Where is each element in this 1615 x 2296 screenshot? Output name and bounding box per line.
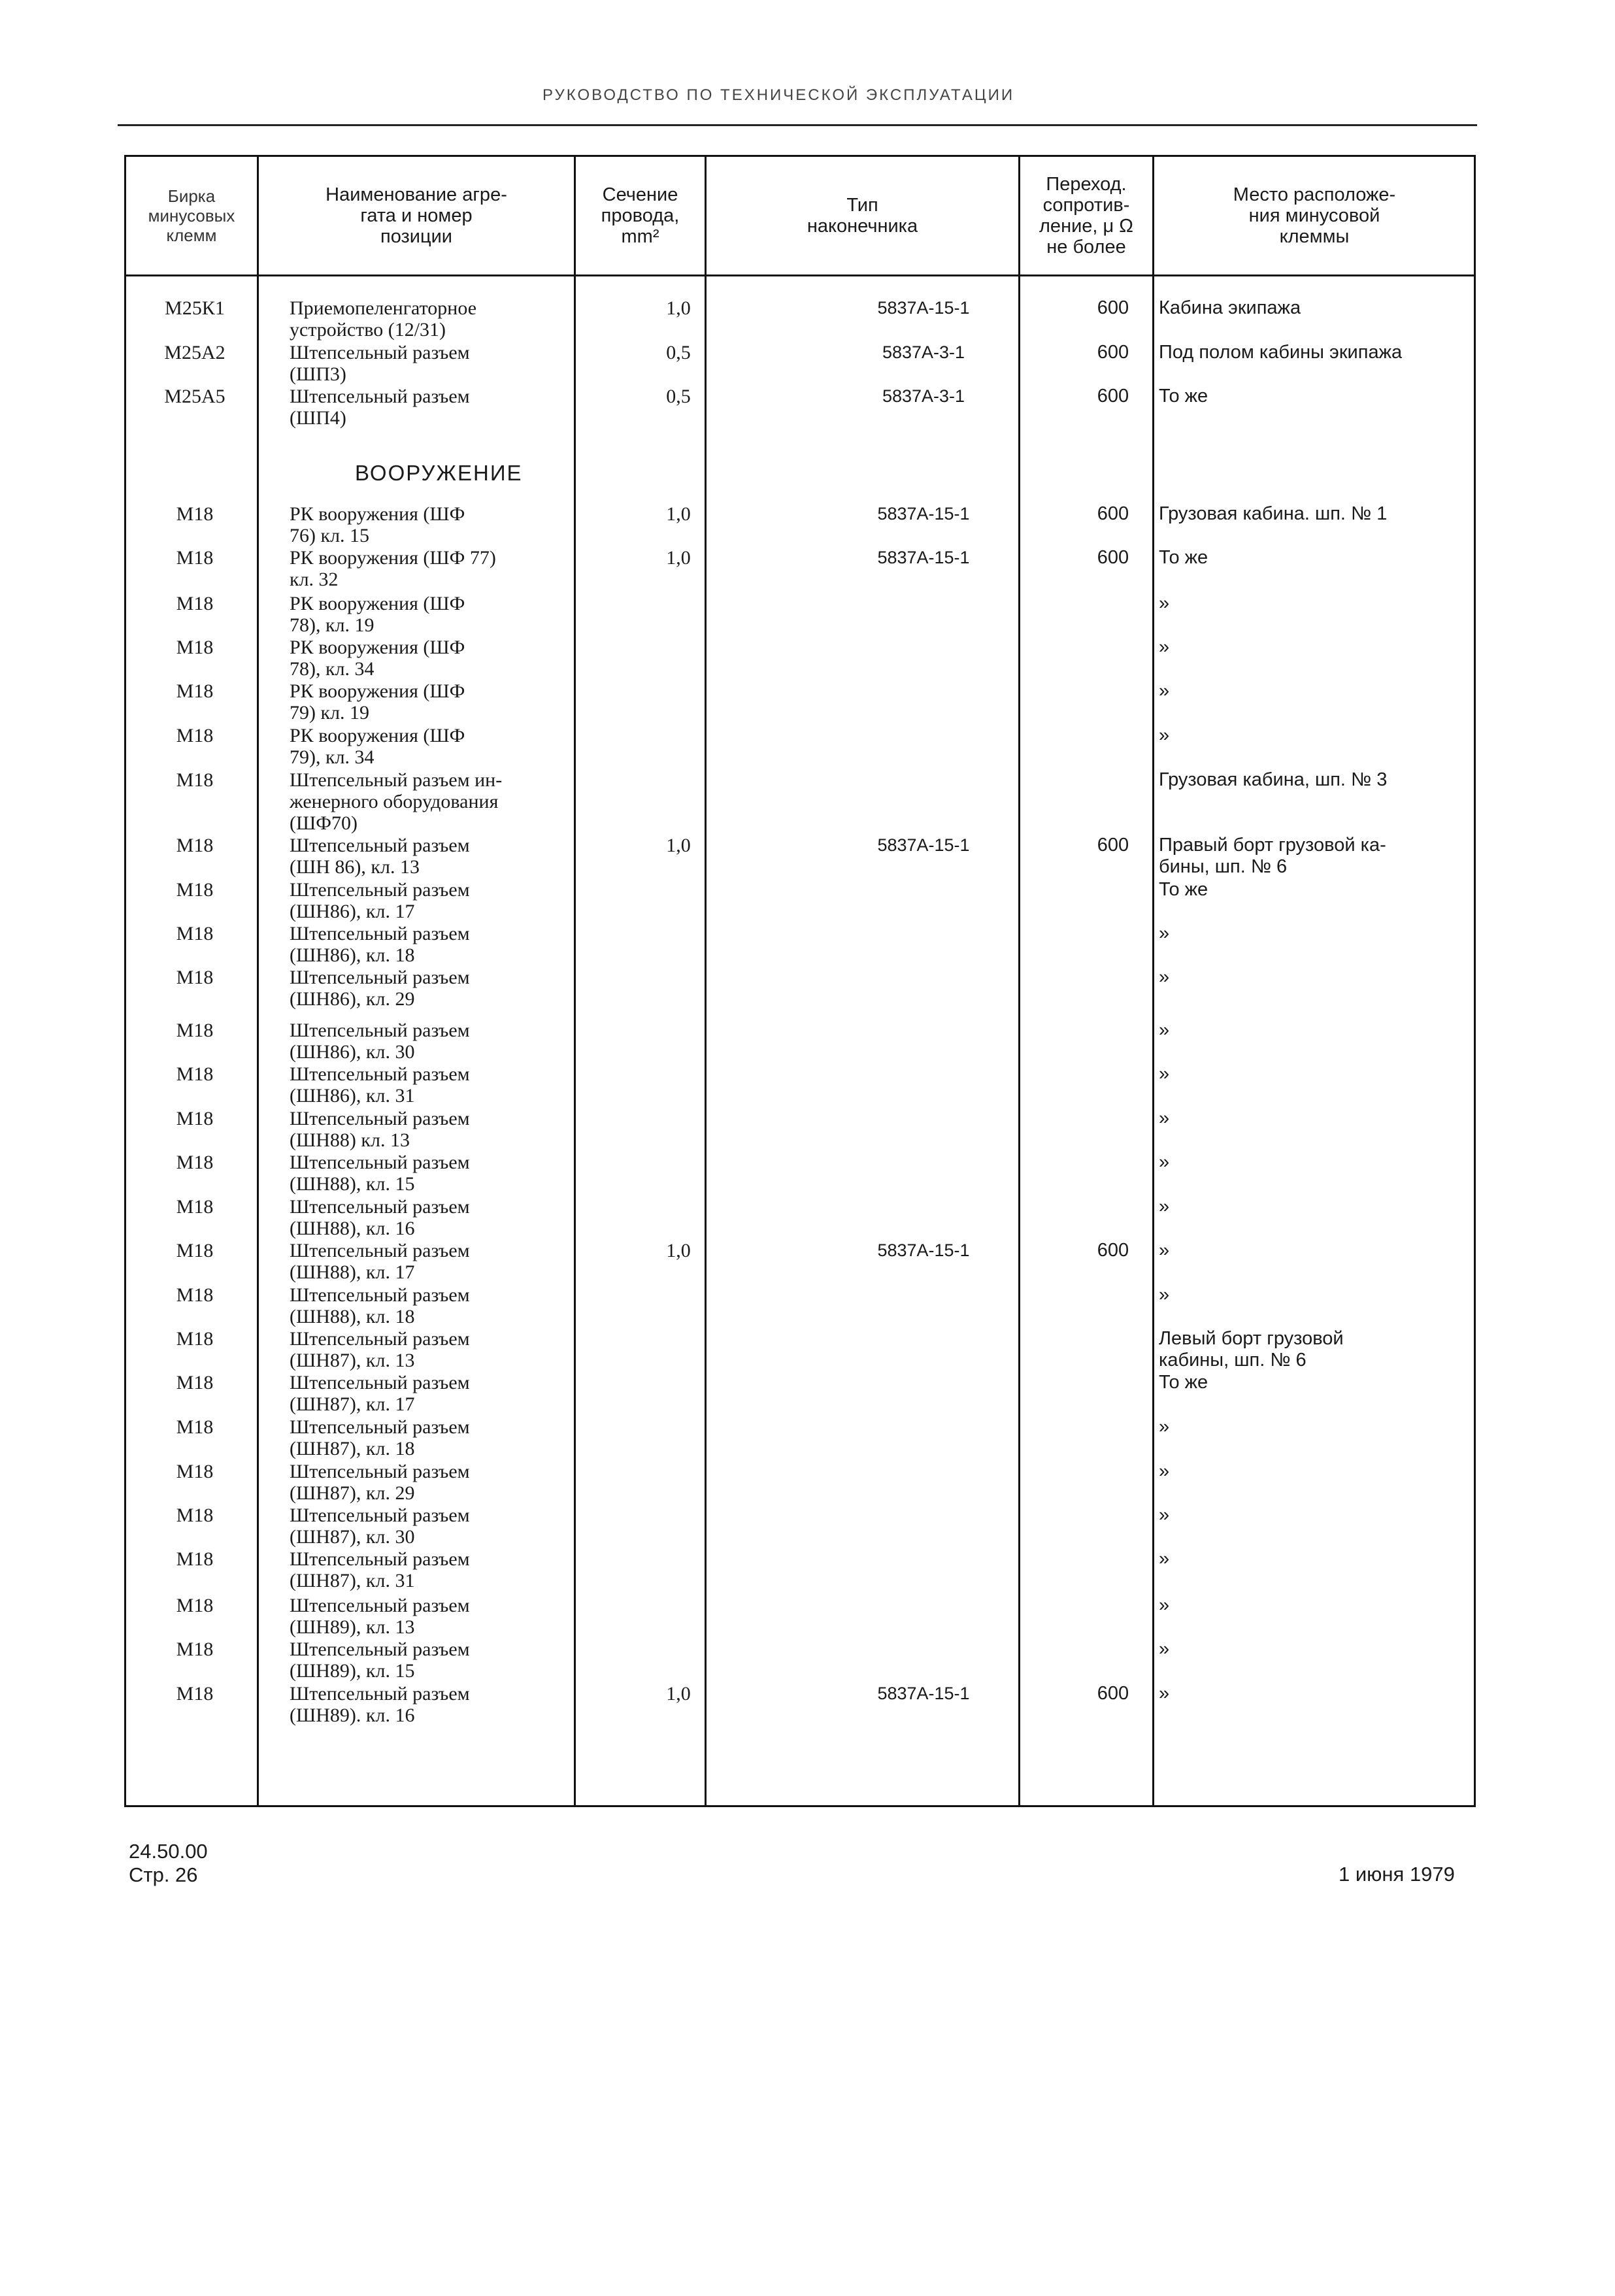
cell-location: » xyxy=(1159,1196,1170,1217)
header-divider xyxy=(126,275,1474,276)
cell-location: Грузовая кабина, шп. № 3 xyxy=(1159,769,1388,790)
cell-name: Штепсельный разъем (ШН88), кл. 15 xyxy=(290,1152,470,1195)
cell-tag: М18 xyxy=(176,637,214,658)
cell-name: РК вооружения (ШФ 79), кл. 34 xyxy=(290,725,465,768)
cell-tag: М18 xyxy=(176,725,214,746)
cell-type: 5837А-15-1 xyxy=(877,835,970,855)
cell-location: » xyxy=(1159,967,1170,988)
cell-tag: М18 xyxy=(176,1595,214,1616)
cell-name: Штепсельный разъем (ШН87), кл. 13 xyxy=(290,1328,470,1371)
cell-location: » xyxy=(1159,1240,1170,1261)
cell-section: 1,0 xyxy=(666,1683,691,1705)
cell-tag: М18 xyxy=(176,1683,214,1705)
cell-resistance: 600 xyxy=(1097,835,1129,856)
cell-section: 0,5 xyxy=(666,342,691,363)
cell-tag: М25А5 xyxy=(164,386,225,407)
cell-location: » xyxy=(1159,1595,1170,1616)
cell-name: Штепсельный разъем (ШН88) кл. 13 xyxy=(290,1108,470,1151)
cell-tag: М18 xyxy=(176,769,214,791)
cell-name: Штепсельный разъем (ШН87), кл. 17 xyxy=(290,1372,470,1415)
cell-name: Штепсельный разъем (ШН89). кл. 16 xyxy=(290,1683,470,1726)
header-type: Тип наконечника xyxy=(807,195,918,237)
header-resistance: Переход. сопротив- ление, μ Ω не более xyxy=(1039,174,1133,258)
cell-name: Штепсельный разъем ин- женерного оборудования (ШФ70) xyxy=(290,769,503,834)
header-location: Место расположе- ния минусовой клеммы xyxy=(1233,184,1396,247)
cell-tag: М18 xyxy=(176,923,214,944)
cell-location: » xyxy=(1159,637,1170,657)
cell-name: РК вооружения (ШФ 78), кл. 19 xyxy=(290,593,465,636)
cell-name: РК вооружения (ШФ 76) кл. 15 xyxy=(290,503,465,546)
cell-location: » xyxy=(1159,725,1170,746)
cell-section: 1,0 xyxy=(666,297,691,319)
cell-location: Левый борт грузовой кабины, шп. № 6 xyxy=(1159,1328,1344,1371)
cell-name: РК вооружения (ШФ 77) кл. 32 xyxy=(290,547,496,590)
cell-resistance: 600 xyxy=(1097,297,1129,318)
cell-tag: М18 xyxy=(176,1020,214,1041)
cell-tag: М18 xyxy=(176,680,214,702)
header-section: Сечение провода, mm² xyxy=(601,184,680,247)
cell-tag: М18 xyxy=(176,1328,214,1350)
cell-tag: М18 xyxy=(176,593,214,614)
cell-name: Штепсельный разъем (ШН86), кл. 17 xyxy=(290,879,470,922)
cell-tag: М18 xyxy=(176,1108,214,1129)
cell-name: Штепсельный разъем (ШН88), кл. 17 xyxy=(290,1240,470,1283)
cell-tag: М18 xyxy=(176,1372,214,1393)
column-divider xyxy=(257,157,259,1805)
cell-section: 0,5 xyxy=(666,386,691,407)
doc-number: 24.50.00 xyxy=(129,1840,208,1863)
cell-tag: М18 xyxy=(176,879,214,901)
cell-type: 5837А-3-1 xyxy=(882,386,965,406)
cell-tag: М25К1 xyxy=(165,297,225,319)
cell-tag: М18 xyxy=(176,1416,214,1438)
cell-location: » xyxy=(1159,680,1170,701)
cell-resistance: 600 xyxy=(1097,342,1129,363)
cell-location: » xyxy=(1159,1284,1170,1305)
cell-name: Штепсельный разъем (ШН87), кл. 29 xyxy=(290,1461,470,1504)
cell-location: » xyxy=(1159,1548,1170,1569)
cell-tag: М18 xyxy=(176,1152,214,1173)
cell-section: 1,0 xyxy=(666,835,691,856)
cell-tag: М18 xyxy=(176,835,214,856)
cell-tag: М18 xyxy=(176,547,214,569)
cell-location: Под полом кабины экипажа xyxy=(1159,342,1403,363)
cell-location: Кабина экипажа xyxy=(1159,297,1301,318)
cell-name: РК вооружения (ШФ 78), кл. 34 xyxy=(290,637,465,680)
footer-left xyxy=(129,1840,208,1887)
cell-resistance: 600 xyxy=(1097,386,1129,407)
header-tag: Бирка минусовых клемм xyxy=(148,186,235,245)
cell-name: Штепсельный разъем (ШН86), кл. 31 xyxy=(290,1063,470,1106)
cell-type: 5837А-15-1 xyxy=(877,298,970,318)
header-name: Наименование агре- гата и номер позиции xyxy=(325,184,507,247)
cell-tag: М18 xyxy=(176,1284,214,1306)
cell-tag: М18 xyxy=(176,1240,214,1261)
cell-type: 5837А-15-1 xyxy=(877,548,970,567)
cell-section: 1,0 xyxy=(666,547,691,569)
cell-name: Приемопеленгаторное устройство (12/31) xyxy=(290,297,477,341)
cell-location: » xyxy=(1159,1639,1170,1659)
cell-location: То же xyxy=(1159,547,1208,568)
cell-name: Штепсельный разъем (ШН86), кл. 29 xyxy=(290,967,470,1010)
cell-name: Штепсельный разъем (ШН87), кл. 30 xyxy=(290,1505,470,1548)
cell-tag: М18 xyxy=(176,1639,214,1660)
cell-resistance: 600 xyxy=(1097,503,1129,524)
cell-name: РК вооружения (ШФ 79) кл. 19 xyxy=(290,680,465,724)
cell-location: » xyxy=(1159,1416,1170,1437)
cell-name: Штепсельный разъем (ШН 86), кл. 13 xyxy=(290,835,470,878)
cell-location: » xyxy=(1159,1152,1170,1173)
cell-tag: М18 xyxy=(176,1505,214,1526)
wiring-table xyxy=(124,155,1476,1807)
header-rule xyxy=(118,124,1477,126)
cell-location: » xyxy=(1159,1063,1170,1084)
cell-tag: М18 xyxy=(176,967,214,988)
cell-name: Штепсельный разъем (ШН88), кл. 16 xyxy=(290,1196,470,1239)
running-head: РУКОВОДСТВО ПО ТЕХНИЧЕСКОЙ ЭКСПЛУАТАЦИИ xyxy=(542,86,1015,104)
cell-tag: М18 xyxy=(176,1063,214,1085)
cell-location: То же xyxy=(1159,386,1208,407)
cell-resistance: 600 xyxy=(1097,1240,1129,1261)
cell-location: » xyxy=(1159,593,1170,614)
cell-name: Штепсельный разъем (ШН86), кл. 30 xyxy=(290,1020,470,1063)
cell-tag: М18 xyxy=(176,503,214,525)
cell-name: Штепсельный разъем (ШН87), кл. 18 xyxy=(290,1416,470,1459)
cell-location: Правый борт грузовой ка- бины, шп. № 6 xyxy=(1159,835,1386,877)
cell-location: » xyxy=(1159,1683,1170,1704)
cell-section: 1,0 xyxy=(666,1240,691,1261)
cell-location: » xyxy=(1159,1505,1170,1525)
cell-location: » xyxy=(1159,1020,1170,1040)
cell-location: Грузовая кабина. шп. № 1 xyxy=(1159,503,1388,524)
cell-section: 1,0 xyxy=(666,503,691,525)
cell-name: Штепсельный разъем (ШН86), кл. 18 xyxy=(290,923,470,966)
cell-type: 5837А-15-1 xyxy=(877,504,970,524)
page-number: Стр. 26 xyxy=(129,1863,198,1886)
cell-location: То же xyxy=(1159,1372,1208,1393)
cell-resistance: 600 xyxy=(1097,547,1129,568)
cell-location: То же xyxy=(1159,879,1208,900)
cell-name: Штепсельный разъем (ШН87), кл. 31 xyxy=(290,1548,470,1591)
cell-name: Штепсельный разъем (ШН89), кл. 13 xyxy=(290,1595,470,1638)
section-title: ВООРУЖЕНИЕ xyxy=(355,461,523,485)
cell-location: » xyxy=(1159,1108,1170,1129)
cell-name: Штепсельный разъем (ШП4) xyxy=(290,386,470,429)
footer-date: 1 июня 1979 xyxy=(1339,1863,1455,1886)
cell-tag: М18 xyxy=(176,1196,214,1218)
cell-name: Штепсельный разъем (ШП3) xyxy=(290,342,470,385)
cell-location: » xyxy=(1159,923,1170,944)
cell-name: Штепсельный разъем (ШН88), кл. 18 xyxy=(290,1284,470,1327)
cell-type: 5837А-3-1 xyxy=(882,342,965,362)
cell-tag: М18 xyxy=(176,1548,214,1570)
cell-tag: М25А2 xyxy=(164,342,225,363)
cell-type: 5837А-15-1 xyxy=(877,1684,970,1703)
cell-type: 5837А-15-1 xyxy=(877,1240,970,1260)
cell-resistance: 600 xyxy=(1097,1683,1129,1704)
cell-name: Штепсельный разъем (ШН89), кл. 15 xyxy=(290,1639,470,1682)
cell-tag: М18 xyxy=(176,1461,214,1482)
cell-location: » xyxy=(1159,1461,1170,1482)
